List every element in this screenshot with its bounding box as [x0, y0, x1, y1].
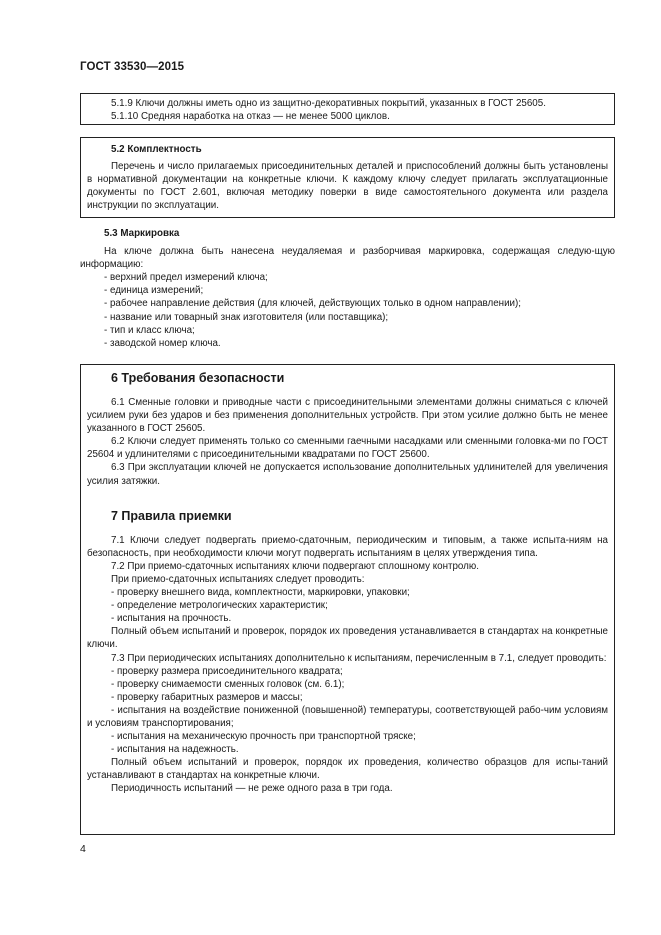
list-item: - испытания на механическую прочность при транспортной тряске; — [111, 731, 416, 743]
list-item: - испытания на прочность. — [111, 613, 232, 625]
para-5-1-9: 5.1.9 Ключи должны иметь одно из защитно-декоративных покрытий, указанных в ГОСТ 25605. — [111, 98, 546, 109]
list-item: - название или товарный знак изготовителя (или поставщика); — [104, 311, 389, 323]
para-7-2-b: При приемо-сдаточных испытаниях следует проводить: — [111, 573, 365, 585]
document-header: ГОСТ 33530—2015 — [80, 61, 185, 73]
para-5-2: Перечень и число прилагаемых присоединительных деталей и приспособлений должны быть установлены в нормативной документации на конкретные ключи. К каждому ключу следует прилагать эксплуатационные документы по ГОСТ 2.601, включая методику поверки в виде самостоятельного документа или раздела инструкции по эксплуатации. — [87, 161, 608, 212]
sections-6-7 — [80, 364, 615, 835]
para-7-3-d: Периодичность испытаний — не реже одного раза в три года. — [111, 783, 393, 795]
list-item: - проверку внешнего вида, комплектности, маркировки, упаковки; — [111, 587, 410, 599]
para-7-2-c: Полный объем испытаний и проверок, порядок их проведения устанавливается в стандартах на конкретные ключи. — [87, 626, 608, 651]
list-item: - проверку габаритных размеров и массы; — [111, 691, 303, 703]
para-5-3-intro: На ключе должна быть нанесена неудаляемая и разборчивая маркировка, содержащая следую-щую информацию: — [80, 246, 615, 271]
para-7-2: 7.2 При приемо-сдаточных испытаниях ключи подвергают сплошному контролю. — [111, 560, 479, 572]
para-6-1: 6.1 Сменные головки и приводные части с присоединительными элементами должны сниматься с ключей усилием руки без ударов и без применения дополнительных устройств. При этом усилие должно быть не менее указанного в ГОСТ 25605. — [87, 397, 608, 435]
heading-5-2: 5.2 Комплектность — [111, 144, 202, 155]
section-5-2 — [80, 137, 615, 218]
para-7-1: 7.1 Ключи следует подвергать приемо-сдаточным, периодическим и типовым, а также испыта-ниям на безопасность, при необходимости ключи могут подвергать испытаниям в целях утверждения типа. — [87, 534, 608, 559]
list-item: - рабочее направление действия (для ключей, действующих только в одном направлении); — [104, 298, 522, 310]
list-item: - определение метрологических характеристик; — [111, 600, 328, 612]
section-5-3 — [80, 227, 615, 350]
list-item: - заводской номер ключа. — [104, 337, 221, 349]
para-5-1-10: 5.1.10 Средняя наработка на отказ — не менее 5000 циклов. — [111, 111, 390, 123]
page-number: 4 — [80, 843, 86, 855]
block-5-1-9 — [80, 93, 615, 125]
heading-6: 6 Требования безопасности — [111, 371, 285, 385]
list-item: - проверку снимаемости сменных головок (см. 6.1); — [111, 678, 345, 690]
para-7-3: 7.3 При периодических испытаниях дополнительно к испытаниям, перечисленным в 7.1, следует проводить: — [111, 652, 607, 664]
list-item: - тип и класс ключа; — [104, 324, 195, 336]
para-6-2: 6.2 Ключи следует применять только со сменными гаечными насадками или сменными головка-ми по ГОСТ 25604 и удлинителями с присоединительными квадратами по ГОСТ 25600. — [87, 436, 608, 461]
heading-7: 7 Правила приемки — [111, 508, 232, 523]
heading-5-3: 5.3 Маркировка — [104, 228, 180, 239]
para-6-3: 6.3 При эксплуатации ключей не допускается использование дополнительных удлинителей для увеличения усилия затяжки. — [87, 462, 608, 487]
list-item: - испытания на воздействие пониженной (повышенной) температуры, соответствующей рабо-чим условиям и условиям транспортирования; — [87, 704, 608, 729]
list-item: - испытания на надежность. — [111, 744, 239, 756]
list-item: - проверку размера присоединительного квадрата; — [111, 665, 343, 677]
list-item: - верхний предел измерений ключа; — [104, 272, 268, 284]
para-7-3-c: Полный объем испытаний и проверок, порядок их проведения, количество образцов для испы-таний устанавливают в стандартах на конкретные ключи. — [87, 757, 608, 782]
list-item: - единица измерений; — [104, 285, 204, 297]
